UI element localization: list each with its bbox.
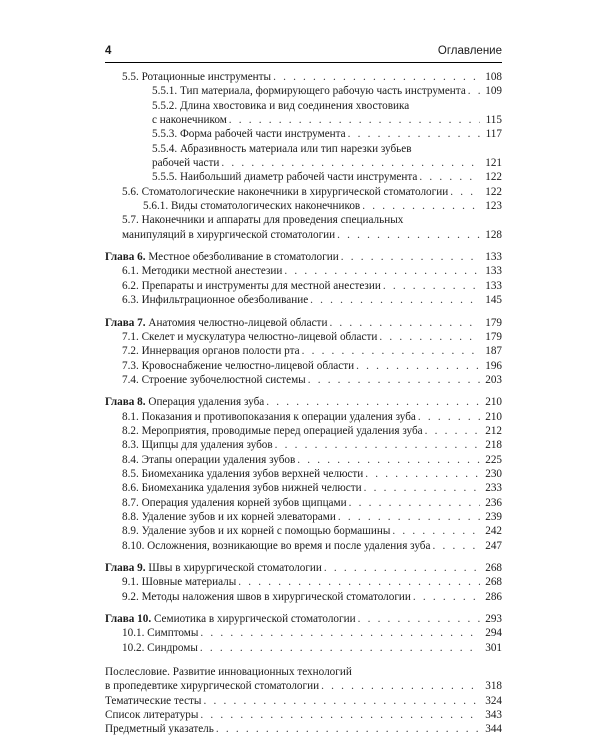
toc-entry-title: 8.3. Щипцы для удаления зубов (122, 439, 273, 452)
toc-entry-title: 5.7. Наконечники и аппараты для проведения специальных (122, 214, 404, 227)
leader-dots (266, 395, 480, 409)
toc-entry[interactable] (105, 264, 502, 278)
toc-entry-page: 179 (485, 316, 502, 329)
toc-chapter-10[interactable] (105, 612, 502, 626)
toc-chapter-8[interactable] (105, 395, 502, 409)
leader-dots (341, 250, 480, 264)
leader-dots (308, 373, 480, 387)
toc-entry-title: 7.3. Кровоснабжение челюстно-лицевой области (122, 359, 355, 372)
toc-entry-title: 8.6. Биомеханика удаления зубов нижней челюсти (122, 482, 362, 495)
leader-dots (216, 722, 480, 736)
table-of-contents (105, 70, 502, 737)
toc-entry-title: 5.5.5. Наибольший диаметр рабочей части инструмента (152, 171, 418, 184)
toc-entry-title: Тематические тесты (105, 694, 202, 707)
toc-chapter-7[interactable] (105, 316, 502, 330)
toc-entry-page: 133 (485, 251, 502, 264)
toc-entry[interactable] (105, 373, 502, 387)
leader-dots (338, 510, 480, 524)
toc-entry[interactable] (105, 410, 502, 424)
page-number: 4 (105, 45, 112, 57)
toc-entry-page: 145 (485, 294, 502, 307)
toc-entry-page: 108 (485, 71, 502, 83)
toc-entry[interactable] (105, 99, 502, 113)
toc-chapter-6[interactable] (105, 250, 502, 264)
toc-entry-title: 8.10. Осложнения, возникающие во время и после удаления зуба (122, 539, 431, 552)
toc-entry-continuation[interactable] (105, 679, 502, 693)
toc-entry-page: 123 (485, 200, 502, 213)
toc-entry[interactable] (105, 199, 502, 213)
toc-entry-title: 8.7. Операция удаления корней зубов щипцами (122, 496, 347, 509)
toc-entry[interactable] (105, 424, 502, 438)
toc-entry-title: Список литературы (105, 709, 199, 722)
toc-entry-continuation[interactable] (105, 228, 502, 242)
running-header (105, 44, 502, 63)
leader-dots (200, 626, 480, 640)
chapter-title (105, 612, 356, 626)
toc-entry-page: 293 (485, 613, 502, 626)
toc-entry-page: 196 (485, 359, 502, 372)
chapter-title (105, 561, 322, 575)
toc-entry-page: 286 (485, 590, 502, 603)
chapter-title (105, 395, 264, 409)
leader-dots (321, 679, 480, 693)
leader-dots (324, 561, 480, 575)
toc-entry[interactable] (105, 722, 502, 736)
leader-dots (413, 590, 480, 604)
toc-entry[interactable] (105, 575, 502, 589)
chapter-title (105, 316, 327, 330)
leader-dots (297, 453, 480, 467)
toc-entry-page: 324 (485, 694, 502, 707)
toc-entry[interactable] (105, 694, 502, 708)
toc-entry-page: 268 (485, 576, 502, 589)
toc-entry[interactable] (105, 708, 502, 722)
toc-entry-page: 210 (485, 396, 502, 409)
leader-dots (310, 293, 480, 307)
header-title: Оглавление (437, 45, 502, 57)
toc-entry[interactable] (105, 481, 502, 495)
toc-entry-page: 218 (485, 439, 502, 452)
toc-entry-title: в пропедевтике хирургической стоматологии (105, 680, 320, 693)
toc-entry-page: 268 (485, 562, 502, 574)
leader-dots (349, 496, 480, 510)
toc-entry-title: 9.2. Методы наложения швов в хирургической стоматологии (122, 590, 411, 603)
toc-entry-continuation[interactable] (105, 156, 502, 170)
toc-entry[interactable] (105, 84, 502, 98)
toc-entry[interactable] (105, 665, 502, 679)
toc-entry[interactable] (105, 438, 502, 452)
chapter-name: Операция удаления зуба (148, 396, 265, 409)
toc-entry[interactable] (105, 467, 502, 481)
toc-entry-title: с наконечником (152, 114, 227, 127)
chapter-name: Анатомия челюстно-лицевой области (148, 316, 328, 329)
toc-entry-page: 109 (485, 85, 502, 98)
toc-entry-page: 233 (485, 482, 502, 495)
toc-entry-title: 9.1. Шовные материалы (122, 576, 237, 589)
leader-dots (200, 708, 480, 722)
toc-entry-page: 122 (485, 171, 502, 184)
leader-dots (432, 539, 480, 553)
toc-entry-page: 294 (485, 627, 502, 640)
toc-entry-title: манипуляций в хирургической стоматологии (122, 228, 336, 241)
toc-entry-title: 8.5. Биомеханика удаления зубов верхней челюсти (122, 467, 364, 480)
toc-entry[interactable] (105, 590, 502, 604)
leader-dots (348, 127, 480, 141)
toc-entry-page: 344 (485, 723, 502, 736)
leader-dots (329, 316, 480, 330)
toc-entry-title: 8.1. Показания и противопоказания к операции удаления зуба (122, 410, 416, 423)
toc-chapter-9[interactable] (105, 561, 502, 575)
toc-entry[interactable] (105, 142, 502, 156)
chapter-label: Глава 9. (105, 562, 146, 574)
leader-dots (365, 467, 480, 481)
toc-entry-title: 5.5.4. Абразивность материала или тип нарезки зубьев (152, 142, 412, 155)
toc-entry-title: 5.6.1. Виды стоматологических наконечников (143, 200, 361, 213)
toc-entry-title: 7.4. Строение зубочелюстной системы (122, 373, 306, 386)
leader-dots (392, 524, 480, 538)
toc-entry[interactable] (105, 344, 502, 358)
toc-entry-title: Предметный указатель (105, 723, 214, 736)
toc-entry[interactable] (105, 453, 502, 467)
toc-entry-title: Послесловие. Развитие инновационных технологий (105, 666, 352, 679)
toc-entry-page: 187 (485, 345, 502, 358)
toc-entry-page: 210 (485, 410, 502, 423)
toc-entry-title: 6.1. Методики местной анестезии (122, 265, 283, 278)
toc-entry-title: 8.4. Этапы операции удаления зубов (122, 453, 296, 466)
toc-entry-continuation[interactable] (105, 113, 502, 127)
chapter-label: Глава 10. (105, 613, 152, 626)
toc-entry-page: 242 (485, 525, 502, 538)
leader-dots (379, 330, 480, 344)
toc-entry-page: 343 (485, 709, 502, 722)
toc-entry[interactable] (105, 359, 502, 373)
toc-entry-page: 225 (485, 453, 502, 466)
toc-entry[interactable] (105, 626, 502, 640)
toc-entry-page: 247 (485, 539, 502, 552)
toc-entry[interactable] (105, 293, 502, 307)
toc-entry[interactable] (105, 524, 502, 538)
leader-dots (229, 113, 480, 127)
leader-dots (238, 575, 480, 589)
leader-dots (468, 84, 480, 98)
leader-dots (337, 228, 480, 242)
toc-entry[interactable] (105, 70, 502, 84)
chapter-label: Глава 7. (105, 316, 146, 329)
toc-entry-title: 5.5.3. Форма рабочей части инструмента (152, 128, 346, 141)
toc-entry-title: 6.3. Инфильтрационное обезболивание (122, 294, 309, 307)
toc-entry-page: 203 (485, 373, 502, 386)
toc-entry-title: 10.1. Симптомы (122, 627, 199, 640)
toc-entry-page: 133 (485, 265, 502, 278)
toc-entry-page: 318 (485, 680, 502, 693)
toc-entry[interactable] (105, 279, 502, 293)
toc-entry-page: 117 (485, 128, 502, 141)
chapter-label: Глава 8. (105, 396, 146, 409)
toc-entry-title: 7.1. Скелет и мускулатура челюстно-лицевой области (122, 330, 378, 343)
toc-entry-page: 115 (485, 114, 502, 127)
leader-dots (358, 612, 480, 626)
toc-entry-page: 128 (485, 228, 502, 241)
toc-entry-page: 230 (485, 467, 502, 480)
toc-entry-title: 7.2. Иннервация органов полости рта (122, 345, 300, 358)
toc-entry-title: 6.2. Препараты и инструменты для местной анестезии (122, 279, 381, 292)
leader-dots (450, 185, 480, 199)
leader-dots (383, 279, 480, 293)
toc-entry[interactable] (105, 496, 502, 510)
chapter-name: Местное обезболивание в стоматологии (148, 251, 339, 264)
chapter-label: Глава 6. (105, 251, 146, 264)
toc-entry-page: 121 (485, 157, 502, 170)
leader-dots (302, 344, 480, 358)
leader-dots (273, 70, 480, 84)
toc-entry-title: рабочей части (152, 157, 220, 170)
toc-entry-title: 5.6. Стоматологические наконечники в хирургической стоматологии (122, 185, 449, 198)
toc-entry[interactable] (105, 539, 502, 553)
chapter-name: Швы в хирургической стоматологии (148, 562, 322, 574)
chapter-title (105, 250, 339, 264)
toc-entry[interactable] (105, 185, 502, 199)
toc-entry[interactable] (105, 170, 502, 184)
toc-entry-page: 133 (485, 279, 502, 292)
leader-dots (203, 694, 480, 708)
toc-entry-page: 212 (485, 424, 502, 437)
leader-dots (419, 170, 480, 184)
toc-entry-title: 5.5.1. Тип материала, формирующего рабочую часть инструмента (152, 85, 466, 98)
toc-entry-title: 5.5. Ротационные инструменты (122, 71, 272, 83)
leader-dots (356, 359, 480, 373)
toc-entry-title: 8.9. Удаление зубов и их корней с помощью бормашины (122, 525, 391, 538)
toc-entry-title: 8.2. Мероприятия, проводимые перед операцией удаления зуба (122, 424, 423, 437)
leader-dots (221, 156, 480, 170)
toc-entry-page: 301 (485, 641, 502, 654)
toc-entry[interactable] (105, 330, 502, 344)
toc-entry-title: 10.2. Синдромы (122, 641, 198, 654)
toc-entry[interactable] (105, 510, 502, 524)
toc-entry-title: 8.8. Удаление зубов и их корней элеваторами (122, 510, 336, 523)
leader-dots (418, 410, 480, 424)
toc-entry[interactable] (105, 213, 502, 227)
leader-dots (275, 438, 480, 452)
leader-dots (284, 264, 480, 278)
toc-entry-page: 179 (485, 330, 502, 343)
leader-dots (425, 424, 480, 438)
toc-entry[interactable] (105, 641, 502, 655)
leader-dots (362, 199, 480, 213)
toc-entry-page: 236 (485, 496, 502, 509)
toc-entry-title: 5.5.2. Длина хвостовика и вид соединения хвостовика (152, 99, 410, 112)
toc-entry-page: 122 (485, 185, 502, 198)
toc-entry[interactable] (105, 127, 502, 141)
leader-dots (200, 641, 480, 655)
leader-dots (364, 481, 480, 495)
toc-entry-page: 239 (485, 510, 502, 523)
chapter-name: Семиотика в хирургической стоматологии (153, 613, 356, 626)
